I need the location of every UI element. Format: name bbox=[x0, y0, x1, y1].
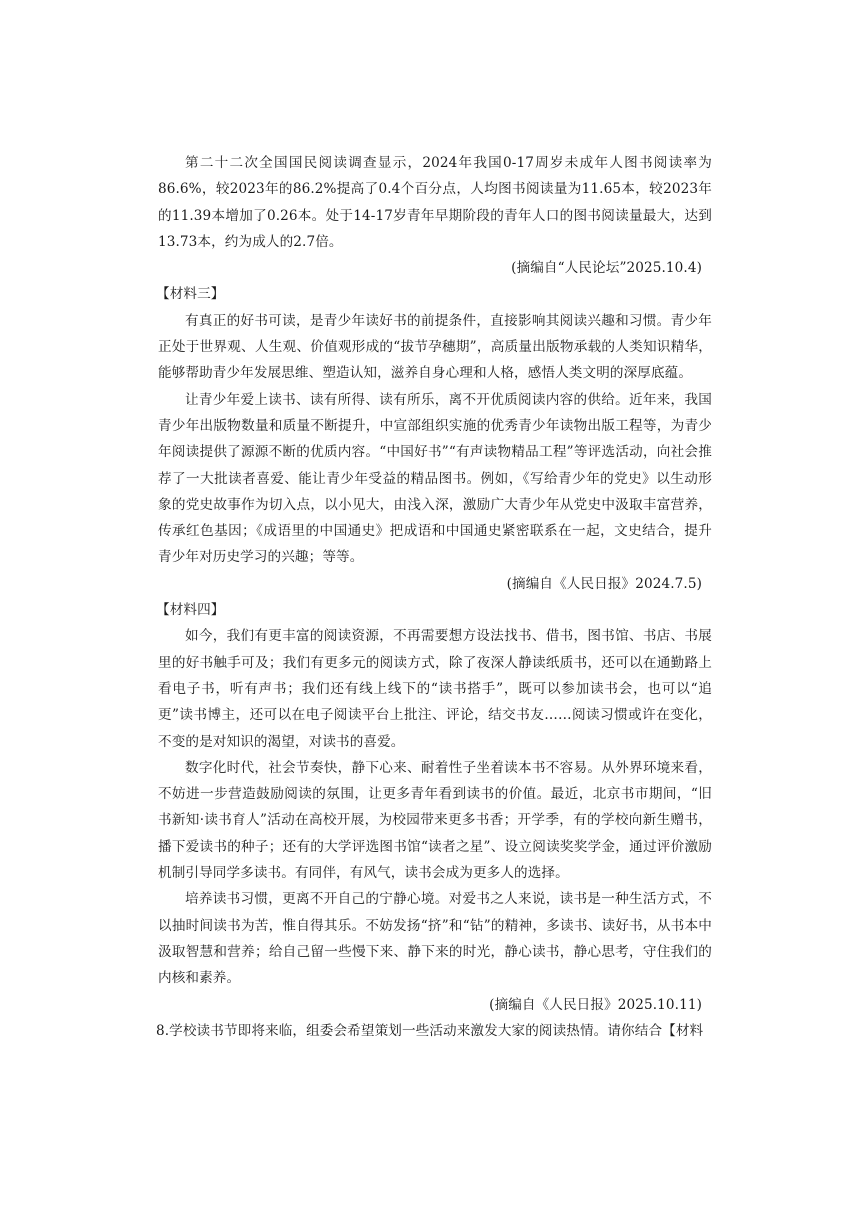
material3-paragraph: 让青少年爱上读书、读有所得、读有所乐，离不开优质阅读内容的供给。近年来，我国青少年出版物数量和质量不断提升，中宣部组织实施的优秀青少年读物出版工程等，为青少年阅读提供了源源不断的优质内容。“中国好书”“有声读物精品工程”等评选活动，向社会推荐了一大批读者喜爱、能让青少年受益的精品图书。例如，《写给青少年的党史》以生动形象的党史故事作为切入点，以小见大，由浅入深，激励广大青少年从党史中汲取丰富营养，传承红色基因；《成语里的中国通史》把成语和中国通史紧密联系在一起，文史结合，提升青少年对历史学习的兴趣；等等。 bbox=[158, 391, 712, 566]
question-8: 8.学校读书节即将来临，组委会希望策划一些活动来激发大家的阅读热情。请你结合【材料 bbox=[156, 1022, 704, 1039]
document-body bbox=[158, 150, 712, 1044]
material3-paragraph: 有真正的好书可读，是青少年读好书的前提条件，直接影响其阅读兴趣和习惯。青少年正处于世界观、人生观、价值观形成的“拔节孕穗期”，高质量出版物承载的人类知识精华，能够帮助青少年发展思维、塑造认知，滋养自身心理和人格，感悟人类文明的深厚底蕴。 bbox=[158, 312, 712, 382]
material4-heading: 【材料四】 bbox=[156, 602, 225, 619]
material4-source: (摘编自《人民日报》2025.10.11) bbox=[489, 996, 702, 1013]
material2-paragraph: 第二十二次全国国民阅读调查显示，2024年我国0-17周岁未成年人图书阅读率为86.6%，较2023年的86.2%提高了0.4个百分点，人均图书阅读量为11.65本，较2023年的11.39本增加了0.26本。处于14-17岁青年早期阶段的青年人口的图书阅读量最大，达到13.73本，约为成人的2.7倍。 bbox=[158, 155, 712, 250]
material3-source: (摘编自《人民日报》2024.7.5) bbox=[506, 575, 702, 592]
material4-paragraph: 数字化时代，社会节奏快，静下心来、耐着性子坐着读本书不容易。从外界环境来看，不妨进一步营造鼓励阅读的氛围，让更多青年看到读书的价值。最近，北京书市期间，“旧书新知·读书育人”活动在高校开展，为校园带来更多书香；开学季，有的学校向新生赠书，播下爱读书的种子；还有的大学评选图书馆“读者之星”、设立阅读奖奖学金，通过评价激励机制引导同学多读书。有同伴，有风气，读书会成为更多人的选择。 bbox=[158, 759, 712, 882]
material4-paragraph: 如今，我们有更丰富的阅读资源，不再需要想方设法找书、借书，图书馆、书店、书展里的好书触手可及；我们有更多元的阅读方式，除了夜深人静读纸质书，还可以在通勤路上看电子书，听有声书；我们还有线上线下的“读书搭手”，既可以参加读书会，也可以“追更”读书博主，还可以在电子阅读平台上批注、评论，结交书友……阅读习惯或许在变化，不变的是对知识的渴望，对读书的喜爱。 bbox=[158, 628, 712, 750]
material3-heading: 【材料三】 bbox=[156, 286, 225, 303]
material2-source: (摘编自“人民论坛”2025.10.4) bbox=[511, 260, 702, 277]
material4-paragraph: 培养读书习惯，更离不开自己的宁静心境。对爱书之人来说，读书是一种生活方式，不以抽时间读书为苦，惟自得其乐。不妨发扬“挤”和“钻”的精神，多读书、读好书，从书本中汲取智慧和营养；给自己留一些慢下来、静下来的时光，静心读书，静心思考，守住我们的内核和素养。 bbox=[158, 891, 712, 987]
